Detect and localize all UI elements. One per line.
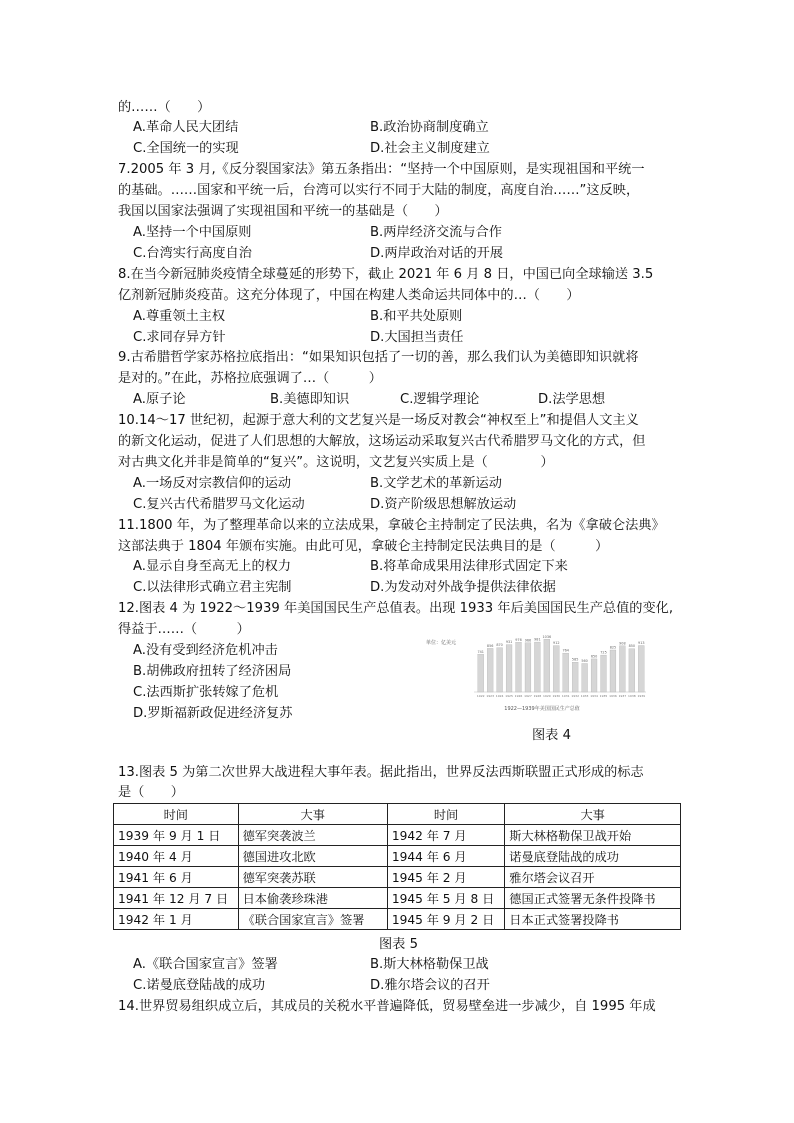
chart-bar [610,650,616,692]
q11-option-a: A.显示自身至高无上的权力 [133,559,292,574]
table-row [114,825,681,846]
q7-stem-line-1: 7.2005 年 3 月,《反分裂国家法》第五条指出：“坚持一个中国原则，是实现祖国和平统一 [118,162,645,177]
q12-option-d: D.罗斯福新政促进经济复苏 [133,706,293,721]
chart-tick-label: 1927 [524,694,532,698]
chart-bar [629,649,635,692]
q12-option-a: A.没有受到经济危机冲击 [133,643,278,658]
table-cell: 日本偷袭珍珠港 [238,888,387,909]
chart-tick-label: 1925 [505,694,513,698]
chart-data-label: 908 [619,641,626,646]
chart-title: 1922—1939年美国国民生产总值 [504,706,580,712]
q12-option-c: C.法西斯扩张转嫁了危机 [133,685,279,700]
q8-option-a: A.尊重领土主权 [133,309,226,324]
q10-option-a: A.一场反对宗教信仰的运动 [133,476,292,491]
q9-option-b: B.美德即知识 [270,392,350,407]
chart-tick-label: 1935 [599,694,608,698]
chart-bar [487,648,493,692]
chart-data-label: 560 [581,658,588,663]
table-row [114,909,681,930]
table-cell: 1942 年 1 月 [114,909,239,930]
figure-5-caption: 图表 5 [379,937,418,952]
chart-tick-label: 1933 [580,694,589,698]
q10-option-d: D.资产阶级思想解放运动 [370,497,517,512]
chart-tick-label: 1924 [495,694,504,698]
q7-option-a: A.坚持一个中国原则 [133,225,252,240]
chart-bar [591,659,597,692]
q12-option-b: B.胡佛政府扭转了经济困局 [133,664,292,679]
table-cell: 日本正式签署投降书 [505,909,681,930]
q10-stem-line-2: 的新文化运动，促进了人们思想的大解放，这场运动采取复兴古代希腊罗马文化的方式，但 [118,434,646,449]
q12-stem-line-1: 12.图表 4 为 1922～1939 年美国国民生产总值表。出现 1933 年后美国国民生产总值的变化, [118,601,674,616]
table-header-time-1: 时间 [114,804,239,825]
q10-stem-line-3: 对古典文化并非是简单的“复兴”。这说明，文艺复兴实质上是（ ） [118,455,554,470]
chart-bar [582,663,588,692]
table-cell: 德国正式签署无条件投降书 [505,888,681,909]
chart-tick-label: 1937 [618,694,627,698]
chart-data-label: 741 [477,649,484,654]
q6-option-a: A.革命人民大团结 [133,120,239,135]
chart-tick-label: 1928 [533,694,542,698]
chart-bar [553,646,559,692]
chart-data-label: 976 [515,637,522,642]
q9-option-a: A.原子论 [133,392,186,407]
q11-stem-line-1: 11.1800 年，为了整理革命以来的立法成果，拿破仑主持制定了民法典，名为《拿破仑法典》 [118,518,665,533]
chart-tick-label: 1939 [637,694,646,698]
chart-bar [478,654,484,692]
chart-data-label: 650 [590,654,598,659]
chart-data-label: 1036 [542,634,552,639]
q14-stem-line-1: 14.世界贸易组织成立后，其成员的关税水平普遍降低，贸易壁垒进一步减少，自 1995 年成 [118,999,656,1014]
chart-bar [506,645,512,692]
chart-tick-label: 1936 [609,694,617,698]
table-cell: 1939 年 9 月 1 日 [114,825,239,846]
q13-stem-line-1: 13.图表 5 为第二次世界大战进程大事年表。据此指出，世界反法西斯联盟正式形成的标志 [118,765,644,780]
q6-option-c: C.全国统一的实现 [133,141,239,156]
chart-bar [619,646,625,692]
table-cell: 1941 年 6 月 [114,867,239,888]
chart-bar [572,662,578,692]
table-cell: 1945 年 5 月 8 日 [387,888,504,909]
chart-data-label: 981 [534,637,541,642]
q8-option-b: B.和平共处原则 [370,309,463,324]
chart-y-axis-label: 单位：亿美元 [426,640,457,646]
chart-bar [563,653,569,692]
q13-stem-line-2: 是（ ） [118,785,184,800]
chart-tick-label: 1930 [552,694,561,698]
chart-data-label: 850 [628,644,636,649]
table-cell: 1942 年 7 月 [387,825,504,846]
chart-bar [544,639,550,692]
table-row [114,888,681,909]
chart-data-label: 585 [571,657,579,662]
table-row [114,846,681,867]
table-cell: 德军突袭苏联 [238,867,387,888]
table-cell: 雅尔塔会议召开 [505,867,681,888]
q6-stem: 的……（ ） [118,100,211,115]
table-cell: 诺曼底登陆战的成功 [505,846,681,867]
q9-stem-line-2: 是对的。”在此，苏格拉底强调了…（ ） [118,371,382,386]
q6-option-d: D.社会主义制度建立 [370,141,490,156]
q11-stem-line-2: 这部法典于 1804 年颁布实施。由此可见，拿破仑主持制定民法典目的是（ ） [118,539,609,554]
q11-option-b: B.将革命成果用法律形式固定下来 [370,559,568,574]
table-cell: 1944 年 6 月 [387,846,504,867]
q7-option-d: D.两岸政治对话的开展 [370,246,504,261]
table-cell: 1941 年 12 月 7 日 [114,888,239,909]
chart-tick-label: 1938 [628,694,636,698]
table-cell: 斯大林格勒保卫战开始 [505,825,681,846]
chart-tick-label: 1922 [476,694,485,698]
chart-data-label: 966 [524,638,532,643]
table-cell: 德军突袭波兰 [238,825,387,846]
chart-tick-label: 1926 [514,694,523,698]
q13-option-b: B.斯大林格勒保卫战 [370,957,489,972]
chart-data-label: 931 [505,640,513,645]
chart-tick-label: 1931 [561,694,570,698]
q7-option-b: B.两岸经济交流与合作 [370,225,502,240]
chart-bar [497,648,503,692]
q7-stem-line-2: 的基础。……国家和平统一后，台湾可以实行不同于大陆的制度，高度自治……”这反映， [118,183,640,198]
table-cell: 1940 年 4 月 [114,846,239,867]
chart-data-label: 764 [562,648,569,653]
q10-stem-line-1: 10.14～17 世纪初，起源于意大利的文艺复兴是一场反对教会“神权至上”和提倡人文主义 [118,413,639,428]
table-cell: 1945 年 9 月 2 日 [387,909,504,930]
ww2-events-table [113,803,681,930]
chart-tick-label: 1923 [486,694,494,698]
table-cell: 1945 年 2 月 [387,867,504,888]
chart-data-label: 870 [496,643,503,648]
q7-stem-line-3: 我国以国家法强调了实现祖国和平统一的基础是（ ） [118,204,448,219]
q12-stem-line-2: 得益于……（ ） [118,622,250,637]
q11-option-c: C.以法律形式确立君主宪制 [133,580,292,595]
chart-data-label: 725 [600,650,607,655]
table-cell: 德国进攻北欧 [238,846,387,867]
figure-4-caption: 图表 4 [532,728,571,743]
table-header-row [114,804,681,825]
table-header-event-1: 大事 [238,804,387,825]
q8-option-c: C.求同存异方针 [133,330,226,345]
chart-tick-label: 1934 [590,694,598,698]
table-row [114,867,681,888]
chart-bar [638,646,644,692]
q13-option-d: D.雅尔塔会议的召开 [370,978,490,993]
chart-bar [601,655,607,692]
table-cell: 《联合国家宣言》签署 [238,909,387,930]
table-header-event-2: 大事 [505,804,681,825]
chart-data-label: 856 [486,643,494,648]
q7-option-c: C.台湾实行高度自治 [133,246,252,261]
gnp-bar-chart [424,626,652,714]
q9-option-d: D.法学思想 [538,392,606,407]
q6-option-b: B.政治协商制度确立 [370,120,489,135]
q9-stem-line-1: 9.古希腊哲学家苏格拉底指出：“如果知识包括了一切的善，那么我们认为美德即知识就将 [118,350,639,365]
q8-option-d: D.大国担当责任 [370,330,464,345]
chart-bar [534,642,540,692]
q13-option-c: C.诺曼底登陆战的成功 [133,978,266,993]
q13-option-a: A.《联合国家宣言》签署 [133,957,278,972]
q8-stem-line-2: 亿剂新冠肺炎疫苗。这充分体现了，中国在构建人类命运共同体中的…（ ） [118,288,580,303]
q10-option-b: B.文学艺术的革新运动 [370,476,502,491]
chart-tick-label: 1929 [543,694,551,698]
chart-data-label: 912 [553,641,560,646]
q9-option-c: C.逻辑学理论 [400,392,480,407]
q11-option-d: D.为发动对外战争提供法律依据 [370,580,556,595]
table-header-time-2: 时间 [387,804,504,825]
q8-stem-line-1: 8.在当今新冠肺炎疫情全球蔓延的形势下，截止 2021 年 6 月 8 日，中国已向全球输送 3.5 [118,267,654,282]
chart-bar [525,643,531,692]
q10-option-c: C.复兴古代希腊罗马文化运动 [133,497,305,512]
chart-tick-label: 1932 [571,694,579,698]
chart-data-label: 825 [609,645,617,650]
chart-bar [516,642,522,692]
chart-data-label: 913 [638,641,645,646]
